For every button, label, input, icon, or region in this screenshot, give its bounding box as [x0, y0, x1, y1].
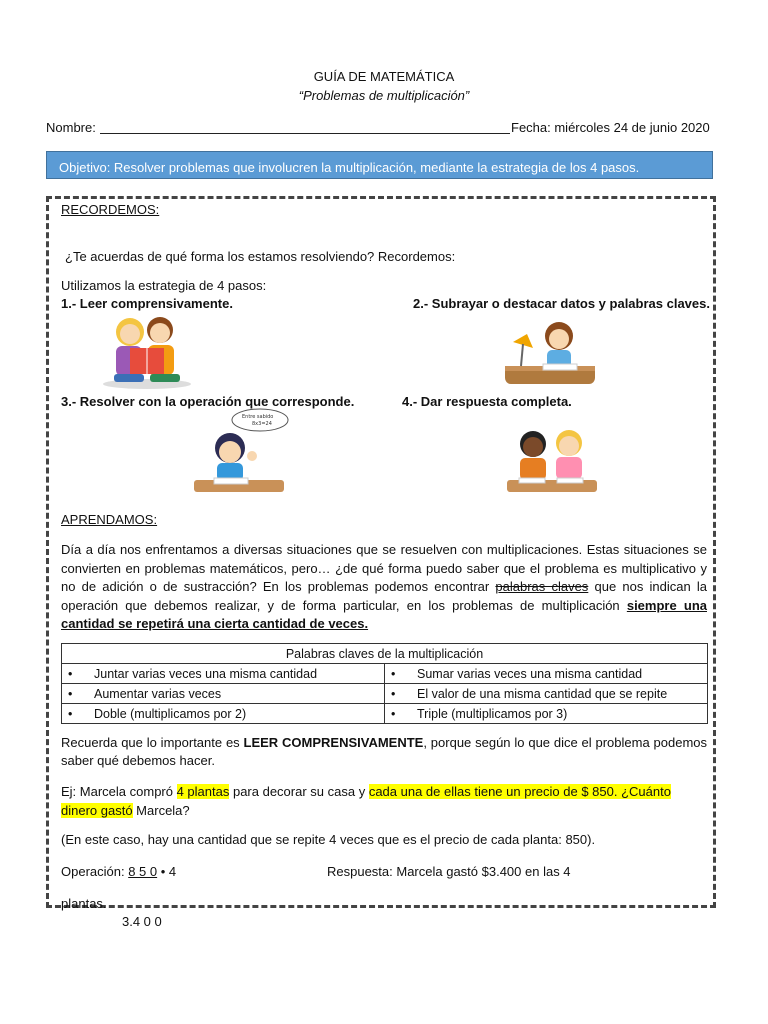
name-field[interactable] — [100, 133, 510, 134]
keywords-table-header: Palabras claves de la multiplicación — [62, 644, 708, 664]
doc-title: GUÍA DE MATEMÁTICA — [313, 69, 455, 84]
answer-text: Respuesta: Marcela gastó $3.400 en las 4 — [327, 864, 571, 879]
aprendamos-paragraph: Día a día nos enfrentamos a diversas situaciones que se resuelven con multiplicaciones. Estas situaciones se convierten en problemas matemáticos, pero… ¿de qué forma puedo saber que el problema es multiplicativo y no de adición o de sustracción? En los problemas podemos encontrar palabras claves que nos indican la operación que debemos realizar, y de forma particular, en los problemas de multiplicación siempre una cantidad se repetirá una cierta cantidad de veces. — [61, 542, 708, 631]
reminder-paragraph: Recuerda que lo importante es LEER COMPRENSIVAMENTE, porque según lo que dice el problema podemos saber qué debemos hacer. — [61, 735, 708, 768]
step-2: 2.- Subrayar o destacar datos y palabras claves. — [413, 296, 710, 311]
example-note: (En este caso, hay una cantidad que se repite 4 veces que es el precio de cada planta: 850). — [61, 832, 596, 847]
two-kids-writing-illustration — [505, 424, 600, 496]
key-rule-text: siempre una cantidad se repetirá una cierta cantidad de veces. — [61, 597, 707, 631]
recordemos-heading: RECORDEMOS: — [61, 202, 160, 217]
highlight-question: ¿Cuánto dinero gastó — [61, 784, 671, 818]
step-3: 3.- Resolver con la operación que corresponde. — [61, 394, 355, 409]
operation-value: 8 5 0 — [128, 864, 158, 879]
operation-result: 3.4 0 0 — [122, 914, 162, 929]
highlight-price: cada una de ellas tiene un precio de $ 850 — [368, 784, 614, 799]
doc-subtitle: “Problemas de multiplicación” — [298, 88, 470, 103]
objective-box: Objetivo: Resolver problemas que involucren la multiplicación, mediante la estrategia de los 4 pasos. — [46, 151, 713, 179]
highlight-quantity: 4 plantas — [176, 784, 230, 799]
table-row: • Doble (multiplicamos por 2) • Triple (multiplicamos por 3) — [62, 704, 708, 724]
recordemos-question: ¿Te acuerdas de qué forma los estamos resolviendo? Recordemos: — [65, 249, 456, 264]
date-label: Fecha: miércoles 24 de junio 2020 — [511, 120, 710, 135]
step-1: 1.- Leer comprensivamente. — [61, 296, 233, 311]
operation-line: Operación: 8 5 0 • 4 — [61, 864, 177, 879]
aprendamos-heading: APRENDAMOS: — [61, 512, 158, 527]
keywords-table — [61, 643, 708, 724]
example-paragraph: Ej: Marcela compró 4 plantas para decorar su casa y cada una de ellas tiene un precio de $ 850. ¿Cuánto dinero gastó Marcela? — [61, 784, 671, 818]
step-4: 4.- Dar respuesta completa. — [402, 394, 572, 409]
table-row: • Aumentar varias veces • El valor de una misma cantidad que se repite — [62, 684, 708, 704]
name-label: Nombre: — [46, 120, 96, 135]
answer-end: plantas. — [61, 896, 107, 911]
table-row: • Juntar varias veces una misma cantidad • Sumar varias veces una misma cantidad — [62, 664, 708, 684]
strategy-intro: Utilizamos la estrategia de 4 pasos: — [61, 278, 267, 293]
speech-bubble-line-2: 8x3=24 — [252, 421, 272, 427]
keywords-text: palabras claves — [495, 579, 589, 594]
boy-solving-illustration — [190, 408, 290, 498]
speech-bubble-line-1: Entre sabido — [242, 414, 274, 420]
girl-writing-illustration — [503, 314, 598, 390]
kids-reading-illustration — [100, 310, 195, 390]
